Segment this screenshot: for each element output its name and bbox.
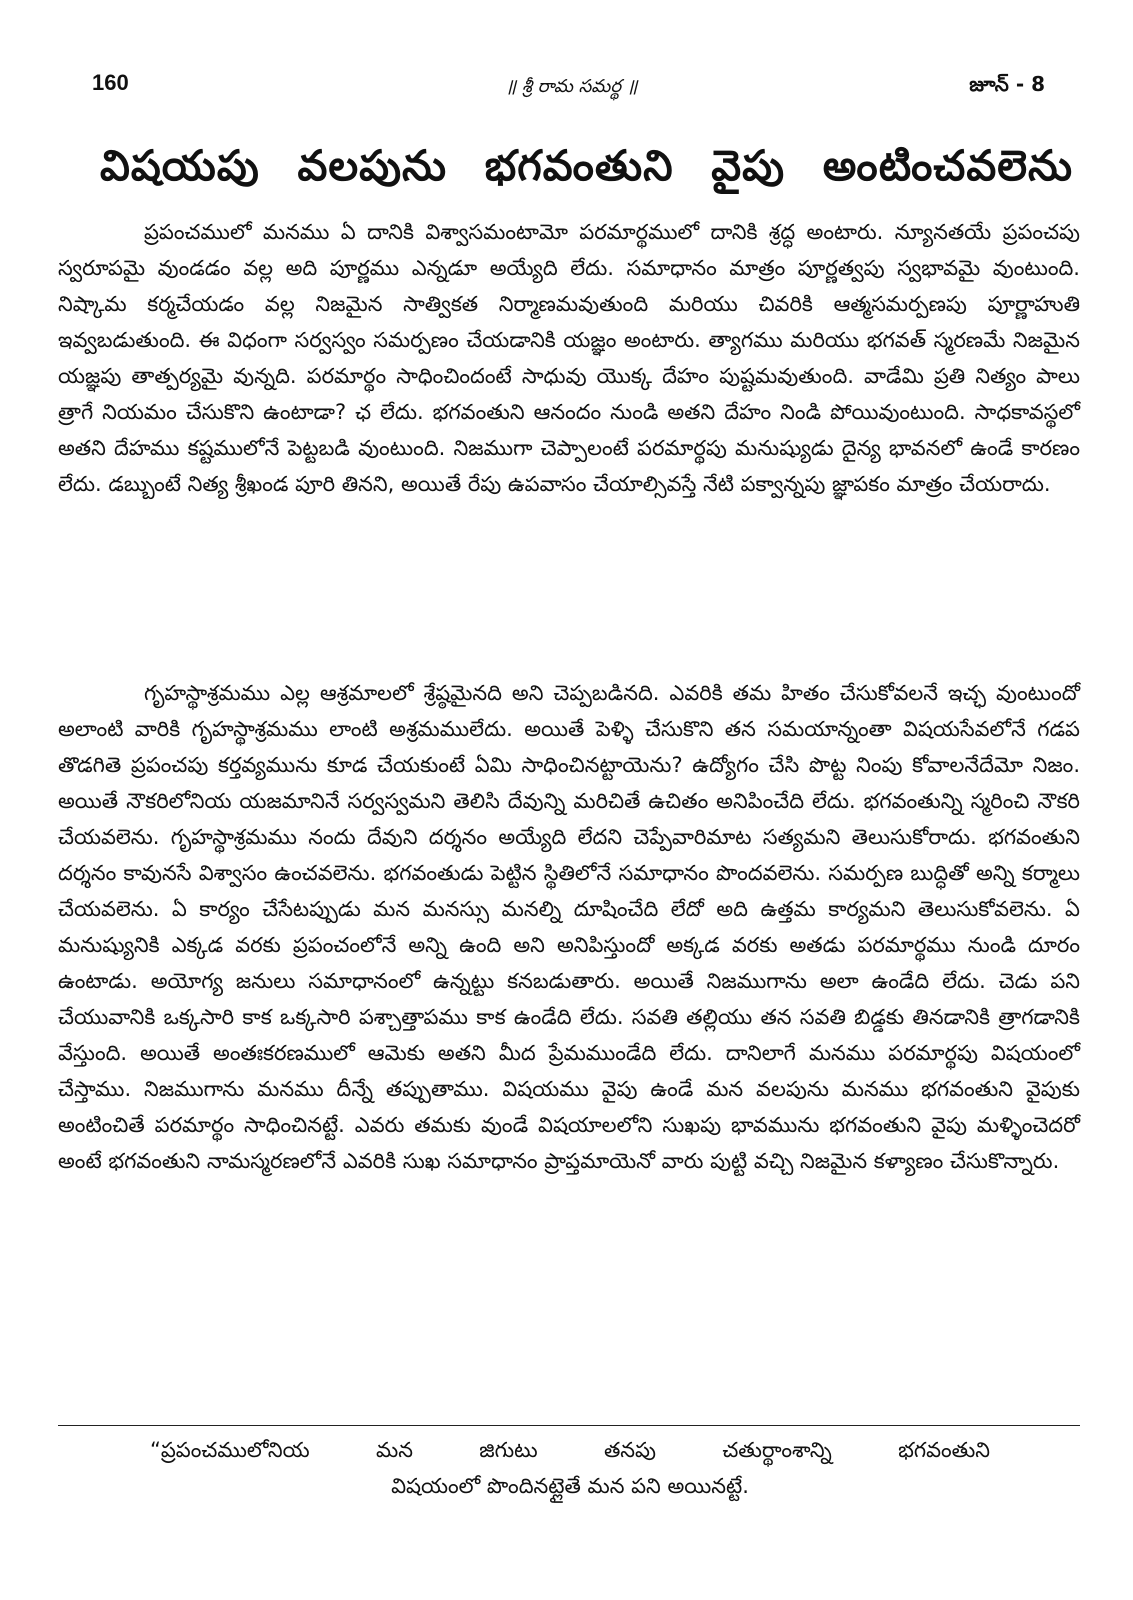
quote-line-2: విషయంలో పొందినట్లైతే మన పని అయినట్టే.: [391, 1474, 749, 1498]
footer-quote: [150, 1432, 990, 1504]
quote-line-1: “ప్రపంచములోనియ మన జిగుటు తనపు చతుర్థాంశాన్ని భగవంతుని: [150, 1438, 990, 1462]
date-label: జూన్ - 8: [969, 72, 1045, 96]
page-number: 160: [92, 70, 129, 95]
page-header: [60, 70, 1083, 110]
footer-divider: [58, 1425, 1080, 1426]
paragraph-text: ప్రపంచములో మనము ఏ దానికి విశ్వాసమంటామో పరమార్థములో దానికి శ్రద్ధ అంటారు. న్యూనతయే ప్రపంచపు స్వరూపమై వుండడం వల్ల అది పూర్ణము ఎన్నడూ అయ్యేది లేదు. సమాధానం మాత్రం పూర్ణత్వపు స్వభావమై వుంటుంది. నిష్కామ కర్మచేయడం వల్ల నిజమైన సాత్వికత నిర్మాణమవుతుంది మరియు చివరికి ఆత్మసమర్పణపు పూర్ణాహుతి ఇవ్వబడుతుంది. ఈ విధంగా సర్వస్వం సమర్పణం చేయడానికి యజ్ఞం అంటారు. త్యాగము మరియు భగవత్ స్మరణమే నిజమైన యజ్ఞపు తాత్పర్యమై వున్నది. పరమార్థం సాధించిందంటే సాధువు యొక్క దేహం పుష్టమవుతుంది. వాడేమి ప్రతి నిత్యం పాలు త్రాగే నియమం చేసుకొని ఉంటాడా? ఛ లేదు. భగవంతుని ఆనందం నుండి అతని దేహం నిండి పోయివుంటుంది. సాధకావస్థలో అతని దేహము కష్టములోనే పెట్టబడి వుంటుంది. నిజముగా చెప్పాలంటే పరమార్థపు మనుష్యుడు దైన్య భావనలో ఉండే కారణం లేదు. డబ్బుంటే నిత్య శ్రీఖండ పూరి తినని, అయితే రేపు ఉపవాసం చేయాల్సివస్తే నేటి పక్వాన్నపు జ్ఞాపకం మాత్రం చేయరాదు.: [58, 220, 1080, 496]
page-title: విషయపు వలపును భగవంతుని వైపు అంటించవలెను: [100, 141, 1073, 190]
running-title: ॥ శ్రీ రామ సమర్థ ॥: [505, 76, 638, 97]
body-paragraph-1: [58, 214, 1080, 502]
body-paragraph-2: [58, 675, 1080, 1179]
paragraph-text: గృహస్థాశ్రమము ఎల్ల ఆశ్రమాలలో శ్రేష్ఠమైనది అని చెప్పబడినది. ఎవరికి తమ హితం చేసుకోవలనే ఇచ్ఛ వుంటుందో అలాంటి వారికి గృహస్థాశ్రమము లాంటి అశ్రమములేదు. అయితే పెళ్ళి చేసుకొని తన సమయాన్నంతా విషయసేవలోనే గడప తొడగితె ప్రపంచపు కర్తవ్యమును కూడ చేయకుంటే ఏమి సాధించినట్టాయెను? ఉద్యోగం చేసి పొట్ట నింపు కోవాలనేదేమో నిజం. అయితే నౌకరిలోనియ యజమానినే సర్వస్వమని తెలిసి దేవున్ని మరిచితే ఉచితం అనిపించేది లేదు. భగవంతున్ని స్మరించి నౌకరి చేయవలెను. గృహస్థాశ్రమము నందు దేవుని దర్శనం అయ్యేది లేదని చెప్పేవారిమాట సత్యమని తెలుసుకోరాదు. భగవంతుని దర్శనం కావునసే విశ్వాసం ఉంచవలెను. భగవంతుడు పెట్టిన స్థితిలోనే సమాధానం పొందవలెను. సమర్పణ బుద్ధితో అన్ని కర్మాలు చేయవలెను. ఏ కార్యం చేసేటప్పుడు మన మనస్సు మనల్ని దూషించేది లేదో అది ఉత్తమ కార్యమని తెలుసుకోవలెను. ఏ మనుష్యునికి ఎక్కడ వరకు ప్రపంచంలోనే అన్ని ఉంది అని అనిపిస్తుందో అక్కడ వరకు అతడు పరమార్థము నుండి దూరం ఉంటాడు. అయోగ్య జనులు సమాధానంలో ఉన్నట్టు కనబడుతారు. అయితే నిజముగాను అలా ఉండేది లేదు. చెడు పని చేయువానికి ఒక్కసారి కాక ఒక్కసారి పశ్చాత్తాపము కాక ఉండేది లేదు. సవతి తల్లియు తన సవతి బిడ్డకు తినడానికి త్రాగడానికి వేస్తుంది. అయితే అంతఃకరణములో ఆమెకు అతని మీద ప్రేమముండేది లేదు. దానిలాగే మనము పరమార్థపు విషయంలో చేస్తాము. నిజముగాను మనము దీన్నే తప్పుతాము. విషయము వైపు ఉండే మన వలపును మనము భగవంతుని వైపుకు అంటించితే పరమార్థం సాధించినట్టే. ఎవరు తమకు వుండే విషయాలలోని సుఖపు భావమును భగవంతుని వైపు మళ్ళించెదరో అంటే భగవంతుని నామస్మరణలోనే ఎవరికి సుఖ సమాధానం ప్రాప్తమాయెనో వారు పుట్టి వచ్చి నిజమైన కళ్యాణం చేసుకొన్నారు.: [58, 681, 1080, 1173]
